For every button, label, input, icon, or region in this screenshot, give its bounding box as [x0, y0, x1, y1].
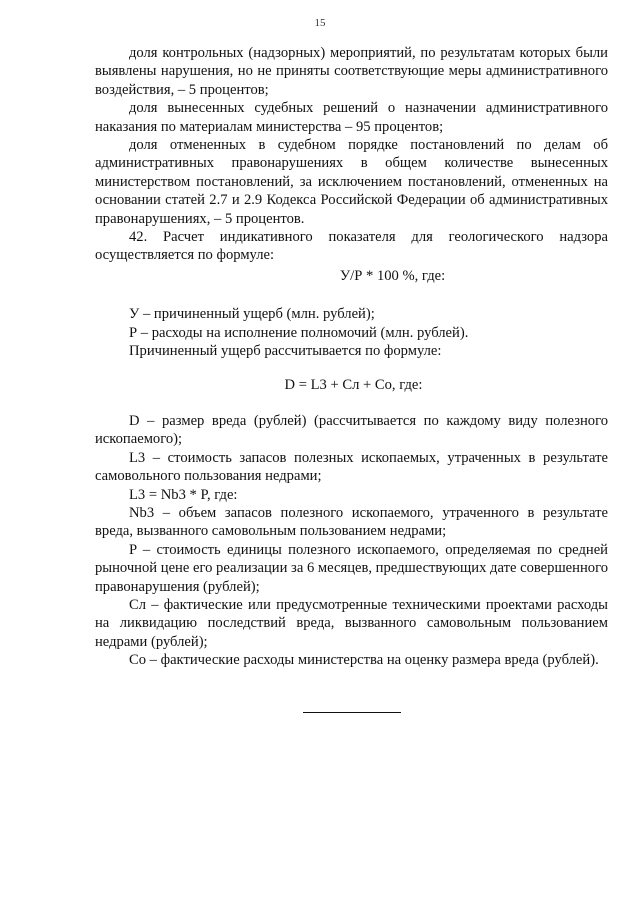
formula-damage: D = L3 + Сл + Со, где: [284, 376, 423, 393]
definition-d: D – размер вреда (рублей) (рассчитывается по каждому виду полезного ископаемого); [95, 412, 608, 448]
definition-damage-u: У – причиненный ущерб (млн. рублей); [129, 306, 375, 323]
document-body [95, 44, 608, 670]
formula-l3: L3 = Nb3 * P, где: [129, 486, 238, 503]
definition-sl: Сл – фактические или предусмотренные техническими проектами расходы на ликвидацию последствий вреда, вызванного самовольным пользованием недрами (рублей); [95, 596, 608, 650]
spacer [95, 285, 608, 305]
paragraph-cancelled-rulings-share: доля отмененных в судебном порядке постановлений по делам об административных правонарушениях в общем количестве вынесенных министерством постановлений, за исключением постановлений, отмененных на основании статей 2.7 и 2.9 Кодекса Российской Федерации об административных правонарушениях, – 5 процентов. [95, 137, 608, 227]
definition-so: Со – фактические расходы министерства на оценку размера вреда (рублей). [129, 652, 599, 669]
definition-p: P – стоимость единицы полезного ископаемого, определяемая по средней рыночной цене его реализации за 6 месяцев, предшествующих дате совершенного правонарушения (рублей); [95, 541, 608, 595]
definition-nb3: Nb3 – объем запасов полезного ископаемого, утраченного в результате вреда, вызванного самовольным пользованием недрами; [95, 504, 608, 540]
definition-l3: L3 – стоимость запасов полезных ископаемых, утраченных в результате самовольного пользования недрами; [95, 449, 608, 485]
paragraph-indicator-calculation: 42. Расчет индикативного показателя для геологического надзора осуществляется по формуле: [95, 229, 608, 264]
paragraph-inspections-share: доля контрольных (надзорных) мероприятий, по результатам которых были выявлены нарушения, но не приняты соответствующие меры административного воздействия, – 5 процентов; [95, 45, 608, 98]
formula-indicator: У/Р * 100 %, где: [339, 267, 446, 284]
definition-expenses-p: Р – расходы на исполнение полномочий (млн. рублей). [129, 324, 469, 341]
paragraph-court-decisions-share: доля вынесенных судебных решений о назначении административного наказания по материалам министерства – 95 процентов; [95, 100, 608, 135]
paragraph-damage-formula-intro: Причиненный ущерб рассчитывается по формуле: [129, 343, 442, 360]
end-rule [303, 712, 401, 713]
page-number: 15 [314, 17, 326, 29]
